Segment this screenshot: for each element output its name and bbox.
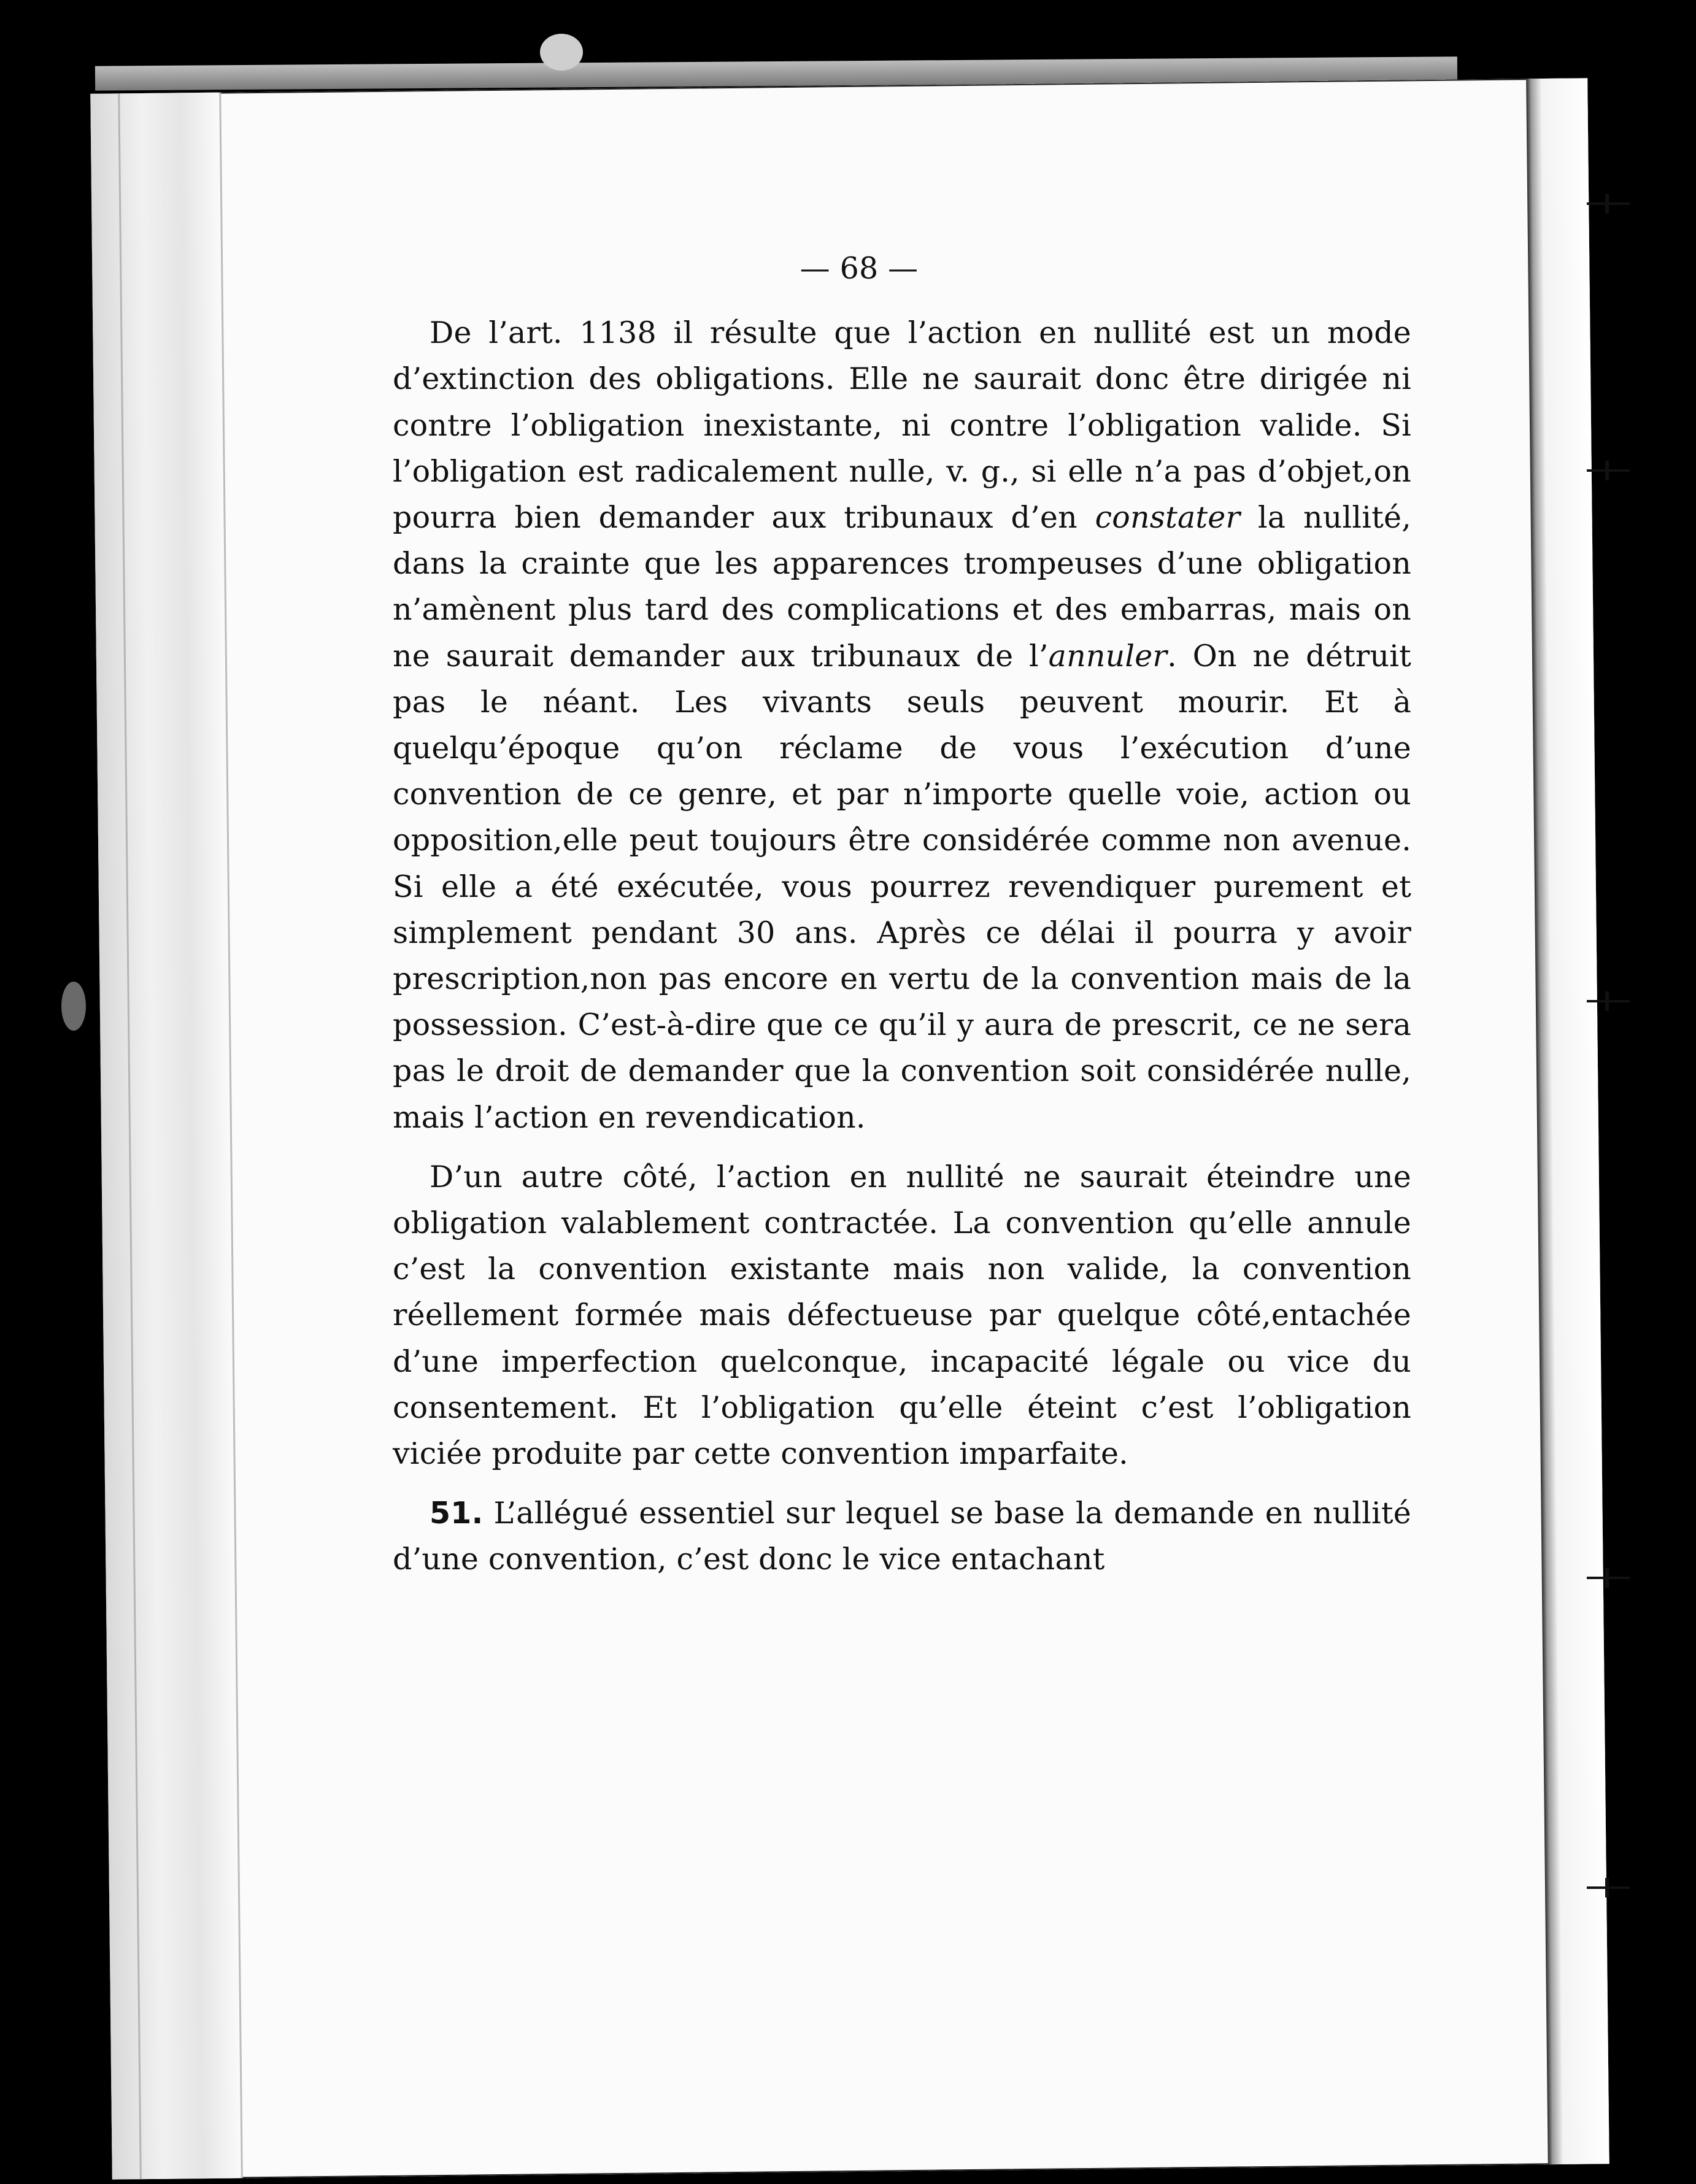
text-run: D’un autre côté, l’action en nullité ne saurait éteindre une obligation valablement contractée. La convention qu’elle annule c’est la convention existante mais non valide, la convention réellement formée mais défectueuse par quelque côté,entachée d’une imperfection quelconque, incapacité légale ou vice du consentement. Et l’obligation qu’elle éteint c’est l’obligation viciée produite par cette convention imparfaite. — [393, 1159, 1411, 1472]
scan-smudge — [61, 982, 86, 1031]
binding-mark — [1587, 1000, 1630, 1002]
page-number: — 68 — — [800, 251, 919, 286]
italic-text: constater — [1095, 500, 1241, 536]
italic-text: annuler — [1048, 638, 1168, 674]
page-left-margin — [90, 93, 243, 2180]
text-run: la nullité, dans la crainte que les apparences trompeuses d’une obligation n’amènent plus tard des complications et des embarras, mais on ne saurait demander aux tribunaux de l’ — [393, 500, 1411, 674]
adjacent-page-edge — [1526, 78, 1609, 2164]
binding-mark — [1587, 1577, 1630, 1579]
binding-mark — [1587, 1886, 1630, 1889]
paragraph — [393, 1154, 1411, 1477]
text-run: De l’art. 1138 il résulte que l’action en nullité est un mode d’extinction des obligations. Elle ne saurait donc être dirigée ni contre l’obligation inexistante, ni contre l’obligation valide. Si l’obligation est radicalement nulle, v. g., si elle n’a pas d’objet,on pourra bien demander aux tribunaux d’en — [393, 315, 1411, 536]
binding-mark — [1587, 202, 1630, 205]
text-run: . On ne détruit pas le néant. Les vivants seuls peuvent mourir. Et à quelqu’époque qu’on réclame de vous l’exécution d’une convention de ce genre, et par n’importe quelle voie, action ou opposition,elle peut toujours être considérée comme non avenue. Si elle a été exécutée, vous pourrez revendiquer purement et simplement pendant 30 ans. Après ce délai il pourra y avoir prescription,non pas encore en vertu de la convention mais de la possession. C’est-à-dire que ce qu’il y aura de prescrit, ce ne sera pas le droit de demander que la convention soit considérée nulle, mais l’action en revendication. — [393, 638, 1411, 1135]
paragraph-section-51 — [393, 1490, 1411, 1582]
paragraph — [393, 310, 1411, 1140]
page-text — [393, 245, 1411, 1596]
text-run: L’allégué essentiel sur lequel se base la demande en nullité d’une convention, c’est donc le vice entachant — [393, 1496, 1411, 1577]
scan-smudge — [540, 34, 583, 71]
binding-mark — [1587, 469, 1630, 472]
section-number: 51. — [430, 1496, 484, 1531]
